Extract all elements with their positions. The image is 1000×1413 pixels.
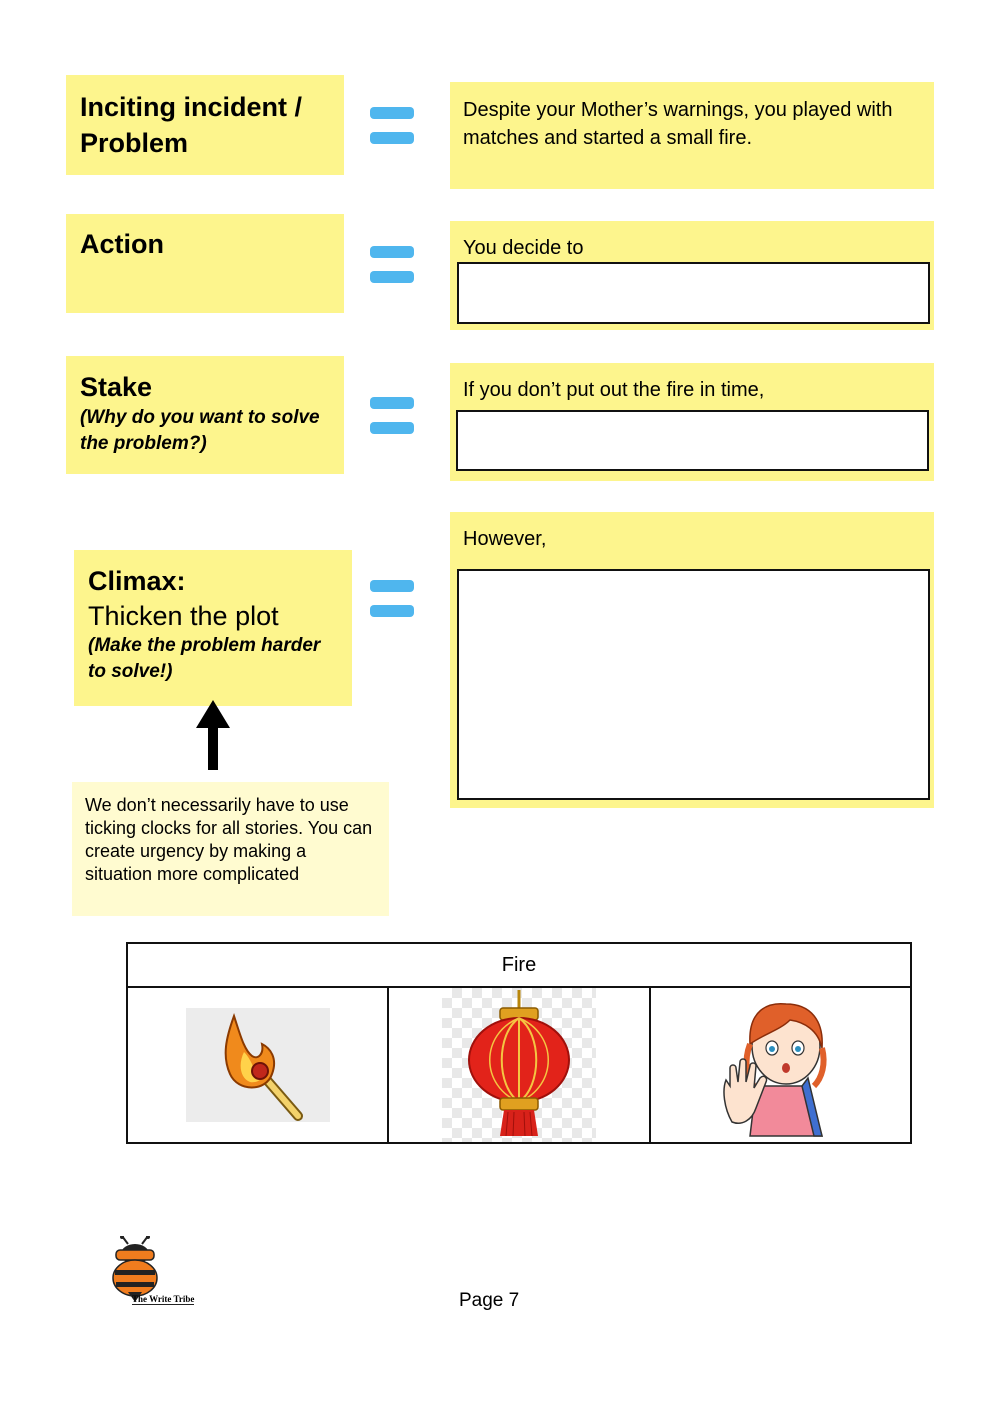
word-bank-header-row bbox=[127, 943, 911, 987]
equals-sign bbox=[370, 246, 414, 283]
red-lantern-icon bbox=[442, 988, 596, 1142]
match-image-frame bbox=[186, 1008, 330, 1122]
stake-sub-label bbox=[80, 405, 330, 457]
climax-label-box bbox=[74, 550, 352, 706]
note-text: We don’t necessarily have to use ticking clocks for all stories. You can create urgency by making a situation more complicated bbox=[85, 795, 373, 884]
lantern-image-frame bbox=[442, 988, 596, 1142]
word-bank-cell bbox=[127, 987, 388, 1143]
logo-text: The Write Tribe bbox=[132, 1294, 195, 1304]
word-bank-table bbox=[126, 942, 912, 1144]
action-prompt: You decide to bbox=[463, 237, 584, 259]
inciting-text-box bbox=[450, 82, 934, 189]
climax-answer-input[interactable] bbox=[457, 569, 930, 800]
stake-label-box bbox=[66, 356, 344, 474]
bee-logo-icon bbox=[108, 1236, 164, 1302]
equals-sign bbox=[370, 397, 414, 434]
climax-sub-open: ( bbox=[88, 635, 95, 656]
equals-sign bbox=[370, 580, 414, 617]
stake-sub-close: ) bbox=[200, 433, 207, 454]
word-bank-header: Fire bbox=[127, 943, 911, 987]
climax-sub-note bbox=[88, 633, 338, 685]
page-number: Page 7 bbox=[459, 1290, 520, 1311]
action-label-box bbox=[66, 214, 344, 313]
stake-answer-input[interactable] bbox=[456, 410, 929, 471]
climax-prompt: However, bbox=[463, 528, 547, 550]
inciting-label-box bbox=[66, 75, 344, 175]
action-answer-input[interactable] bbox=[457, 262, 930, 324]
inciting-label: Inciting incident / Problem bbox=[80, 92, 302, 158]
action-label: Action bbox=[80, 229, 164, 259]
climax-sub-label: Thicken the plot bbox=[88, 601, 279, 631]
word-bank-cell bbox=[650, 987, 911, 1143]
write-tribe-logo bbox=[108, 1236, 216, 1310]
climax-sub-text: Make the problem harder to solve! bbox=[88, 635, 321, 682]
stake-label: Stake bbox=[80, 372, 153, 402]
stake-sub-text: Why do you want to solve the problem? bbox=[80, 407, 320, 454]
up-arrow-icon bbox=[194, 698, 232, 772]
word-bank-cell bbox=[388, 987, 649, 1143]
climax-label: Climax: bbox=[88, 566, 186, 596]
equals-sign bbox=[370, 107, 414, 144]
inciting-text: Despite your Mother’s warnings, you played with matches and started a small fire. bbox=[463, 99, 893, 149]
word-bank-image-row bbox=[127, 987, 911, 1143]
girl-raising-hand-icon bbox=[710, 990, 850, 1140]
stake-sub-open: ( bbox=[80, 407, 87, 428]
climax-sub-close: ) bbox=[166, 661, 173, 682]
note-box bbox=[72, 782, 389, 916]
stake-prompt: If you don’t put out the fire in time, bbox=[463, 379, 765, 401]
burning-match-icon bbox=[186, 1008, 330, 1122]
